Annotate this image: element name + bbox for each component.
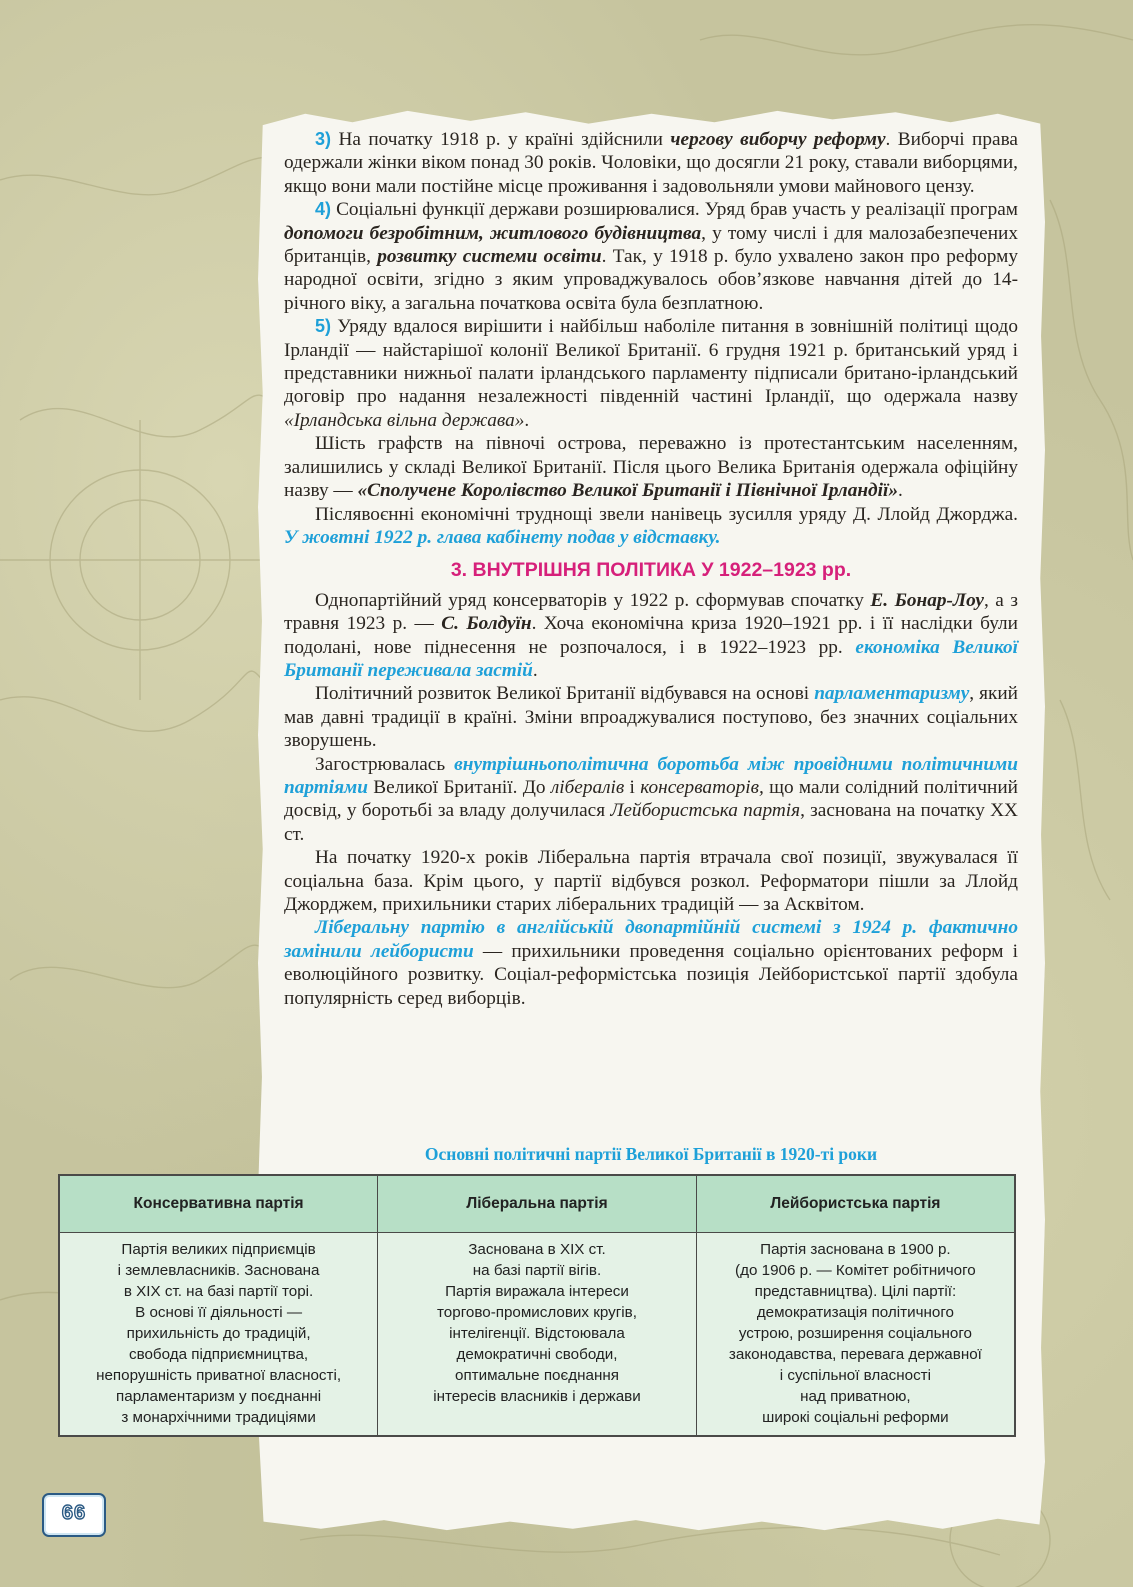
paragraph-conservative-government xyxy=(284,589,1018,683)
page-number: 66 xyxy=(61,1502,87,1524)
table-caption: Основні політичні партії Великої Британії в 1920-ті роки xyxy=(424,1144,878,1164)
cell-line: і суспільної власності xyxy=(779,1367,932,1384)
cell-labour xyxy=(696,1233,1015,1437)
cell-line: з монархічними традиціями xyxy=(121,1409,316,1426)
text-run: Шість графств на півночі острова, переважно із протестантським населенням, залишились у складі Великої Британії. Після цього Велика Британія одержала офіційну назву — xyxy=(284,433,1018,502)
paragraph-six-counties xyxy=(284,432,1018,502)
paragraph-resignation xyxy=(284,503,1018,550)
cell-line: устрою, розширення соціального xyxy=(738,1325,972,1342)
header-conservative: Консервативна партія xyxy=(59,1175,378,1233)
item-number: 3) xyxy=(315,129,332,149)
item-number: 5) xyxy=(315,316,332,337)
text-run: . xyxy=(524,409,530,431)
paragraph-parliamentarism xyxy=(284,682,1018,752)
cell-liberal xyxy=(378,1233,697,1437)
cell-line: Партія виражала інтереси xyxy=(445,1283,629,1300)
paragraph-ireland xyxy=(284,315,1018,432)
cell-line: оптимальне поєднання xyxy=(455,1367,619,1384)
page-number-badge xyxy=(42,1493,106,1537)
highlight: економіка Великої Британії переживала застій xyxy=(284,636,1019,681)
text-run: . xyxy=(897,480,903,502)
text-run: . Виборчі права одержали жінки віком понад 30 років. Чоловіки, що досягли 21 року, ставали виборцями, якщо вони мали постійне місце проживання і задовольняли умови майнового цензу. xyxy=(284,129,1018,197)
cell-line: Партія великих підприємців xyxy=(121,1241,316,1258)
text-run: Однопартійний уряд консерваторів у 1922 р. сформував спочатку xyxy=(315,589,871,611)
paragraph-labour-rise xyxy=(284,916,1018,1010)
header-liberal: Ліберальна партія xyxy=(378,1175,697,1233)
text-run: На початку 1920-х років Ліберальна партія втрачала свої позиції, звужувалася її соціальна база. Крім цього, у партії відбувся розкол. Реформатори пішли за Ллойд Джорджем, прихильники старих ліберальних традицій — за Асквітом. xyxy=(284,847,1018,915)
text-run: , у тому числі і для малозабезпечених британців, xyxy=(284,222,1019,268)
text-run: . xyxy=(532,659,538,681)
text-run: що мали солідний політичний досвід, у боротьбі за владу долучилася xyxy=(284,776,1019,822)
text-run: . Так, у 1918 р. було ухвалено закон про реформу народної освіти, згідно з яким упроваджувалось обов’язкове навчання дітей до 14-річного віку, а загальна початкова освіта була безплатною. xyxy=(284,246,1018,314)
emphasis: допомоги безробітним, житлового будівництва xyxy=(284,222,702,244)
cell-line: законодавства, перевага державної xyxy=(728,1346,982,1363)
paragraph-party-struggle xyxy=(284,753,1018,847)
text-run: Соціальні функції держави розширювалися. Уряд брав участь у реалізації програм xyxy=(331,199,1018,221)
text-run: Післявоєнні економічні труднощі звели нанівець зусилля уряду Д. Ллойд Джорджа. xyxy=(315,503,1018,525)
cell-conservative xyxy=(59,1233,378,1437)
cell-line: демократичні свободи, xyxy=(456,1346,618,1363)
paragraph-social-functions xyxy=(284,198,1018,315)
cell-line: торгово-промислових кругів, xyxy=(437,1304,637,1321)
cell-line: Партія заснована в 1900 р. xyxy=(760,1241,951,1258)
cell-line: непорушність приватної власності, xyxy=(96,1367,342,1384)
text-run: На початку 1918 р. у країні здійснили xyxy=(331,129,671,150)
emphasis: Е. Бонар-Лоу xyxy=(870,589,984,611)
cell-line: парламентаризм у поєднанні xyxy=(116,1388,322,1405)
table-header-row xyxy=(59,1175,1015,1233)
emphasis: «Сполучене Королівство Великої Британії і Північної Ірландії» xyxy=(357,480,898,502)
cell-line: і землевласників. Заснована xyxy=(117,1262,320,1279)
cell-line: В основі її діяльності — xyxy=(135,1304,303,1321)
text-run: — прихильники проведення соціально орієнтованих реформ і еволюційного розвитку. Соціал-реформістська позиція Лейбористської партії здобула популярність серед виборців. xyxy=(284,940,1018,1009)
highlight: Ліберальну партію в англійській двопартійній системі з 1924 р. фактично замінили лейбористи xyxy=(284,917,1018,962)
main-text xyxy=(284,128,1018,1010)
text-run: Великої Британії. До xyxy=(367,776,551,798)
italic-term: Лейбористська партія xyxy=(610,800,801,822)
text-run: Політичний розвиток Великої Британії відбувався на основі xyxy=(315,683,815,705)
text-run: Загострювалась xyxy=(315,753,455,775)
text-run: . Хоча економічна криза 1920–1921 рр. і її наслідки були подолані, нове піднесення не розпочалося, і в 1922–1923 рр. xyxy=(284,613,1018,658)
cell-line: (до 1906 р. — Комітет робітничого xyxy=(735,1262,976,1279)
italic-term: консерваторів, xyxy=(640,776,764,798)
section-heading: 3. ВНУТРІШНЯ ПОЛІТИКА У 1922–1923 рр. xyxy=(450,559,852,582)
cell-line: демократизація політичного xyxy=(756,1304,954,1321)
header-labour: Лейбористська партія xyxy=(696,1175,1015,1233)
highlight: парламентаризму xyxy=(814,683,970,705)
paragraph-reform-1918 xyxy=(284,128,1018,198)
text-run: , а з травня 1923 р. — xyxy=(284,589,1019,635)
paragraph-liberal-decline xyxy=(284,846,1018,916)
item-number: 4) xyxy=(315,199,332,220)
cell-line: над приватною, xyxy=(800,1388,911,1405)
cell-line: в XIX ст. на базі партії торі. xyxy=(123,1283,314,1300)
cell-line: на базі партії вігів. xyxy=(472,1262,602,1279)
parties-table xyxy=(58,1174,1016,1437)
text-run: і xyxy=(624,776,641,798)
text-run: Уряду вдалося вирішити і найбільш наболіле питання в зовнішній політиці щодо Ірландії — найстарішої колонії Великої Британії. 6 грудня 1921 р. британський уряд і представники нижньої палати ірландського парламенту підписали британо-ірландський договір про надання незалежності південній частині Ірландії, що одержала назву xyxy=(284,316,1018,408)
italic-term: «Ірландська вільна держава» xyxy=(284,409,525,431)
text-run: , заснована на початку XX ст. xyxy=(284,800,1018,845)
cell-line: інтелігенції. Відстоювала xyxy=(449,1325,625,1342)
italic-term: лібералів xyxy=(550,776,625,798)
cell-line: широкі соціальні реформи xyxy=(762,1409,949,1426)
cell-line: Заснована в XIX ст. xyxy=(468,1241,606,1258)
emphasis: С. Болдуїн xyxy=(441,613,532,635)
cell-line: прихильність до традицій, xyxy=(126,1325,311,1342)
highlight: У жовтні 1922 р. глава кабінету подав у відставку. xyxy=(284,526,721,548)
emphasis: чергову виборчу реформу xyxy=(670,129,886,150)
cell-line: свобода підприємництва, xyxy=(128,1346,309,1363)
table-row xyxy=(59,1233,1015,1437)
cell-line: представництва). Цілі партії: xyxy=(754,1283,957,1300)
emphasis: розвитку системи освіти xyxy=(377,246,602,268)
cell-line: інтересів власників і держави xyxy=(433,1388,641,1405)
highlight: внутрішньополітична боротьба між провідними політичними партіями xyxy=(284,753,1018,798)
text-run: , який мав давні традиції в країні. Зміни впроаджувалися поступово, без значних соціальних зворушень. xyxy=(284,683,1019,752)
